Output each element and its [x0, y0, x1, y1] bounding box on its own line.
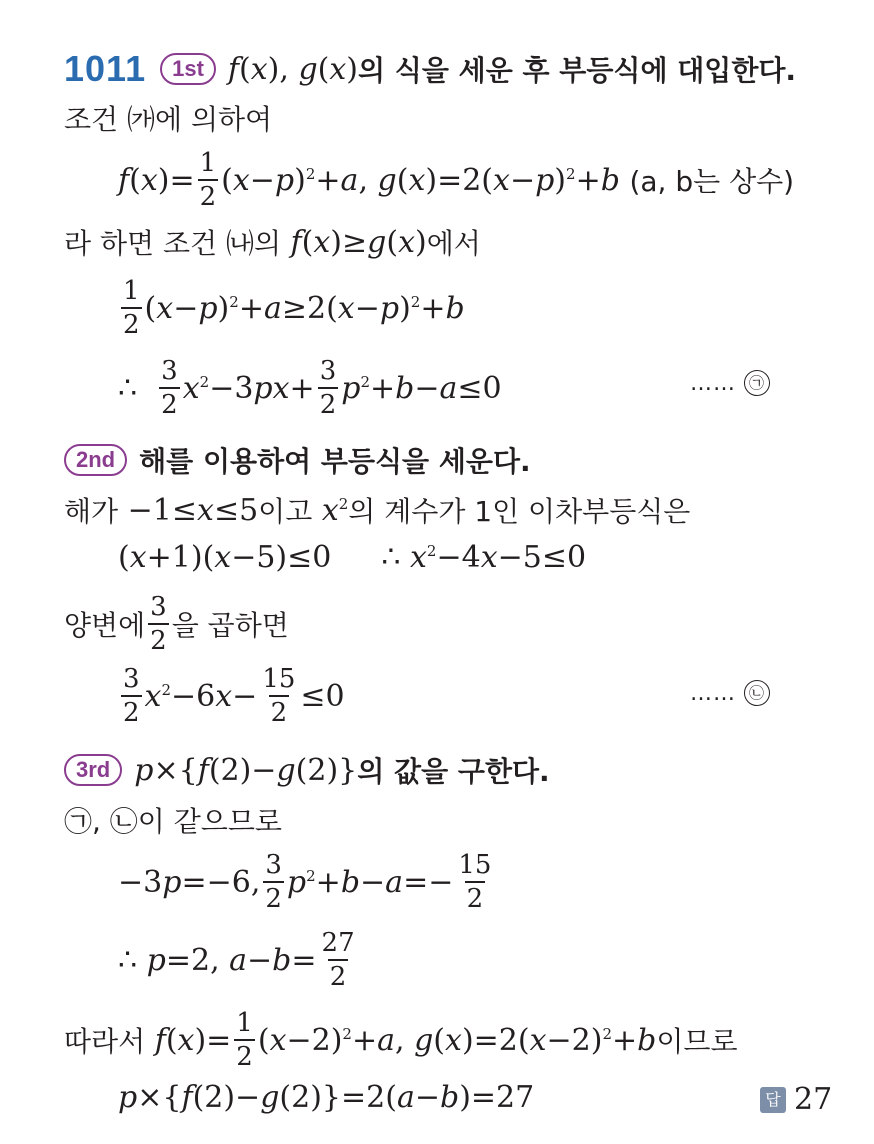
constant-note: (a, b는 상수) [629, 165, 795, 198]
result-p: ∴ p=2, a−b= $\frac{27}{2}$ [118, 928, 355, 992]
therefore-line: 따라서 f(x)= $\frac{1}{2}$ $(x-2)^2+a$, $g(x)=2(x-2)^2+b$ 이므로 [64, 1008, 738, 1072]
problem-number: 1011 [64, 48, 147, 89]
step3-title: 의 값을 구한다. [357, 755, 550, 788]
label-a: ㉠ [744, 370, 770, 396]
multiply-line: 양변에 $\frac{3}{2}$ 을 곱하면 [64, 592, 289, 656]
answer-value: 27 [794, 1082, 833, 1117]
step1-title: 의 식을 세운 후 부등식에 대입한다. [358, 54, 797, 87]
coefficient-compare: −3p=−6, $\frac{3}{2}$ $p^2+b-a=-$ $\frac{15}{2}$ [118, 850, 492, 914]
solution-line: 해가 −1≤x≤5 이고 $x^2$ 의 계수가 1인 이차부등식은 [64, 490, 690, 530]
solution-suffix: 의 계수가 1인 이차부등식은 [348, 495, 691, 528]
equation-fg: f(x)= $\frac{1}{2}$ $(x-p)^2+a$, $g(x)=2(x-p)^2+b$ (a, b는 상수) [118, 148, 795, 212]
multiply-suffix: 을 곱하면 [171, 609, 289, 642]
condition-na-suffix: 에서 [426, 227, 481, 260]
step2-header [64, 440, 531, 480]
label-a-marker: …… ㉠ [690, 370, 770, 396]
therefore-prefix: 따라서 [64, 1025, 146, 1058]
condition-na-prefix: 라 하면 조건 ㈏의 [64, 227, 281, 260]
equal-note: ㉠, ㉡이 같으므로 [64, 805, 282, 838]
step1-badge: 1st [160, 53, 216, 85]
label-b: ㉡ [744, 680, 770, 706]
step3-header: 3rd p×{f(2)−g(2)} 의 값을 구한다. [64, 750, 550, 790]
solution-mid: 이고 [258, 495, 313, 528]
multiply-prefix: 양변에 [64, 609, 146, 642]
step1-header: 1011 1st f(x), g(x) 의 식을 세운 후 부등식에 대입한다. [64, 48, 797, 89]
condition-ga-text: 조건 ㈎에 의하여 [64, 103, 273, 136]
answer [760, 1082, 832, 1117]
therefore-suffix: 이므로 [656, 1025, 738, 1058]
solution-prefix: 해가 [64, 495, 119, 528]
inequality-1: $\frac{1}{2}$ $(x-p)^2+a\ge 2(x-p)^2+b$ [123, 276, 465, 340]
answer-icon: 답 [760, 1087, 786, 1113]
step2-badge: 2nd [64, 444, 127, 476]
condition-na-line: 라 하면 조건 ㈏의 f(x)≥g(x) 에서 [64, 222, 481, 262]
step3-badge: 3rd [64, 754, 122, 786]
final-equation: p×{f(2)−g(2)}=2(a−b)=27 [118, 1080, 535, 1115]
label-b-marker: …… ㉡ [690, 680, 770, 706]
inequality-a: ∴ $\frac{3}{2}$ $x^2-3px+$ $\frac{3}{2}$ $p^2+b-a\le 0$ [118, 356, 502, 420]
inequality-b: $\frac{3}{2}$ $x^2-6x-$ $\frac{15}{2}$ ≤0 [123, 664, 345, 728]
factored-inequality: (x+1)(x−5)≤0 ∴ $x^2-4x-5\le 0$ [118, 540, 587, 575]
step2-title: 해를 이용하여 부등식을 세운다. [139, 445, 531, 478]
